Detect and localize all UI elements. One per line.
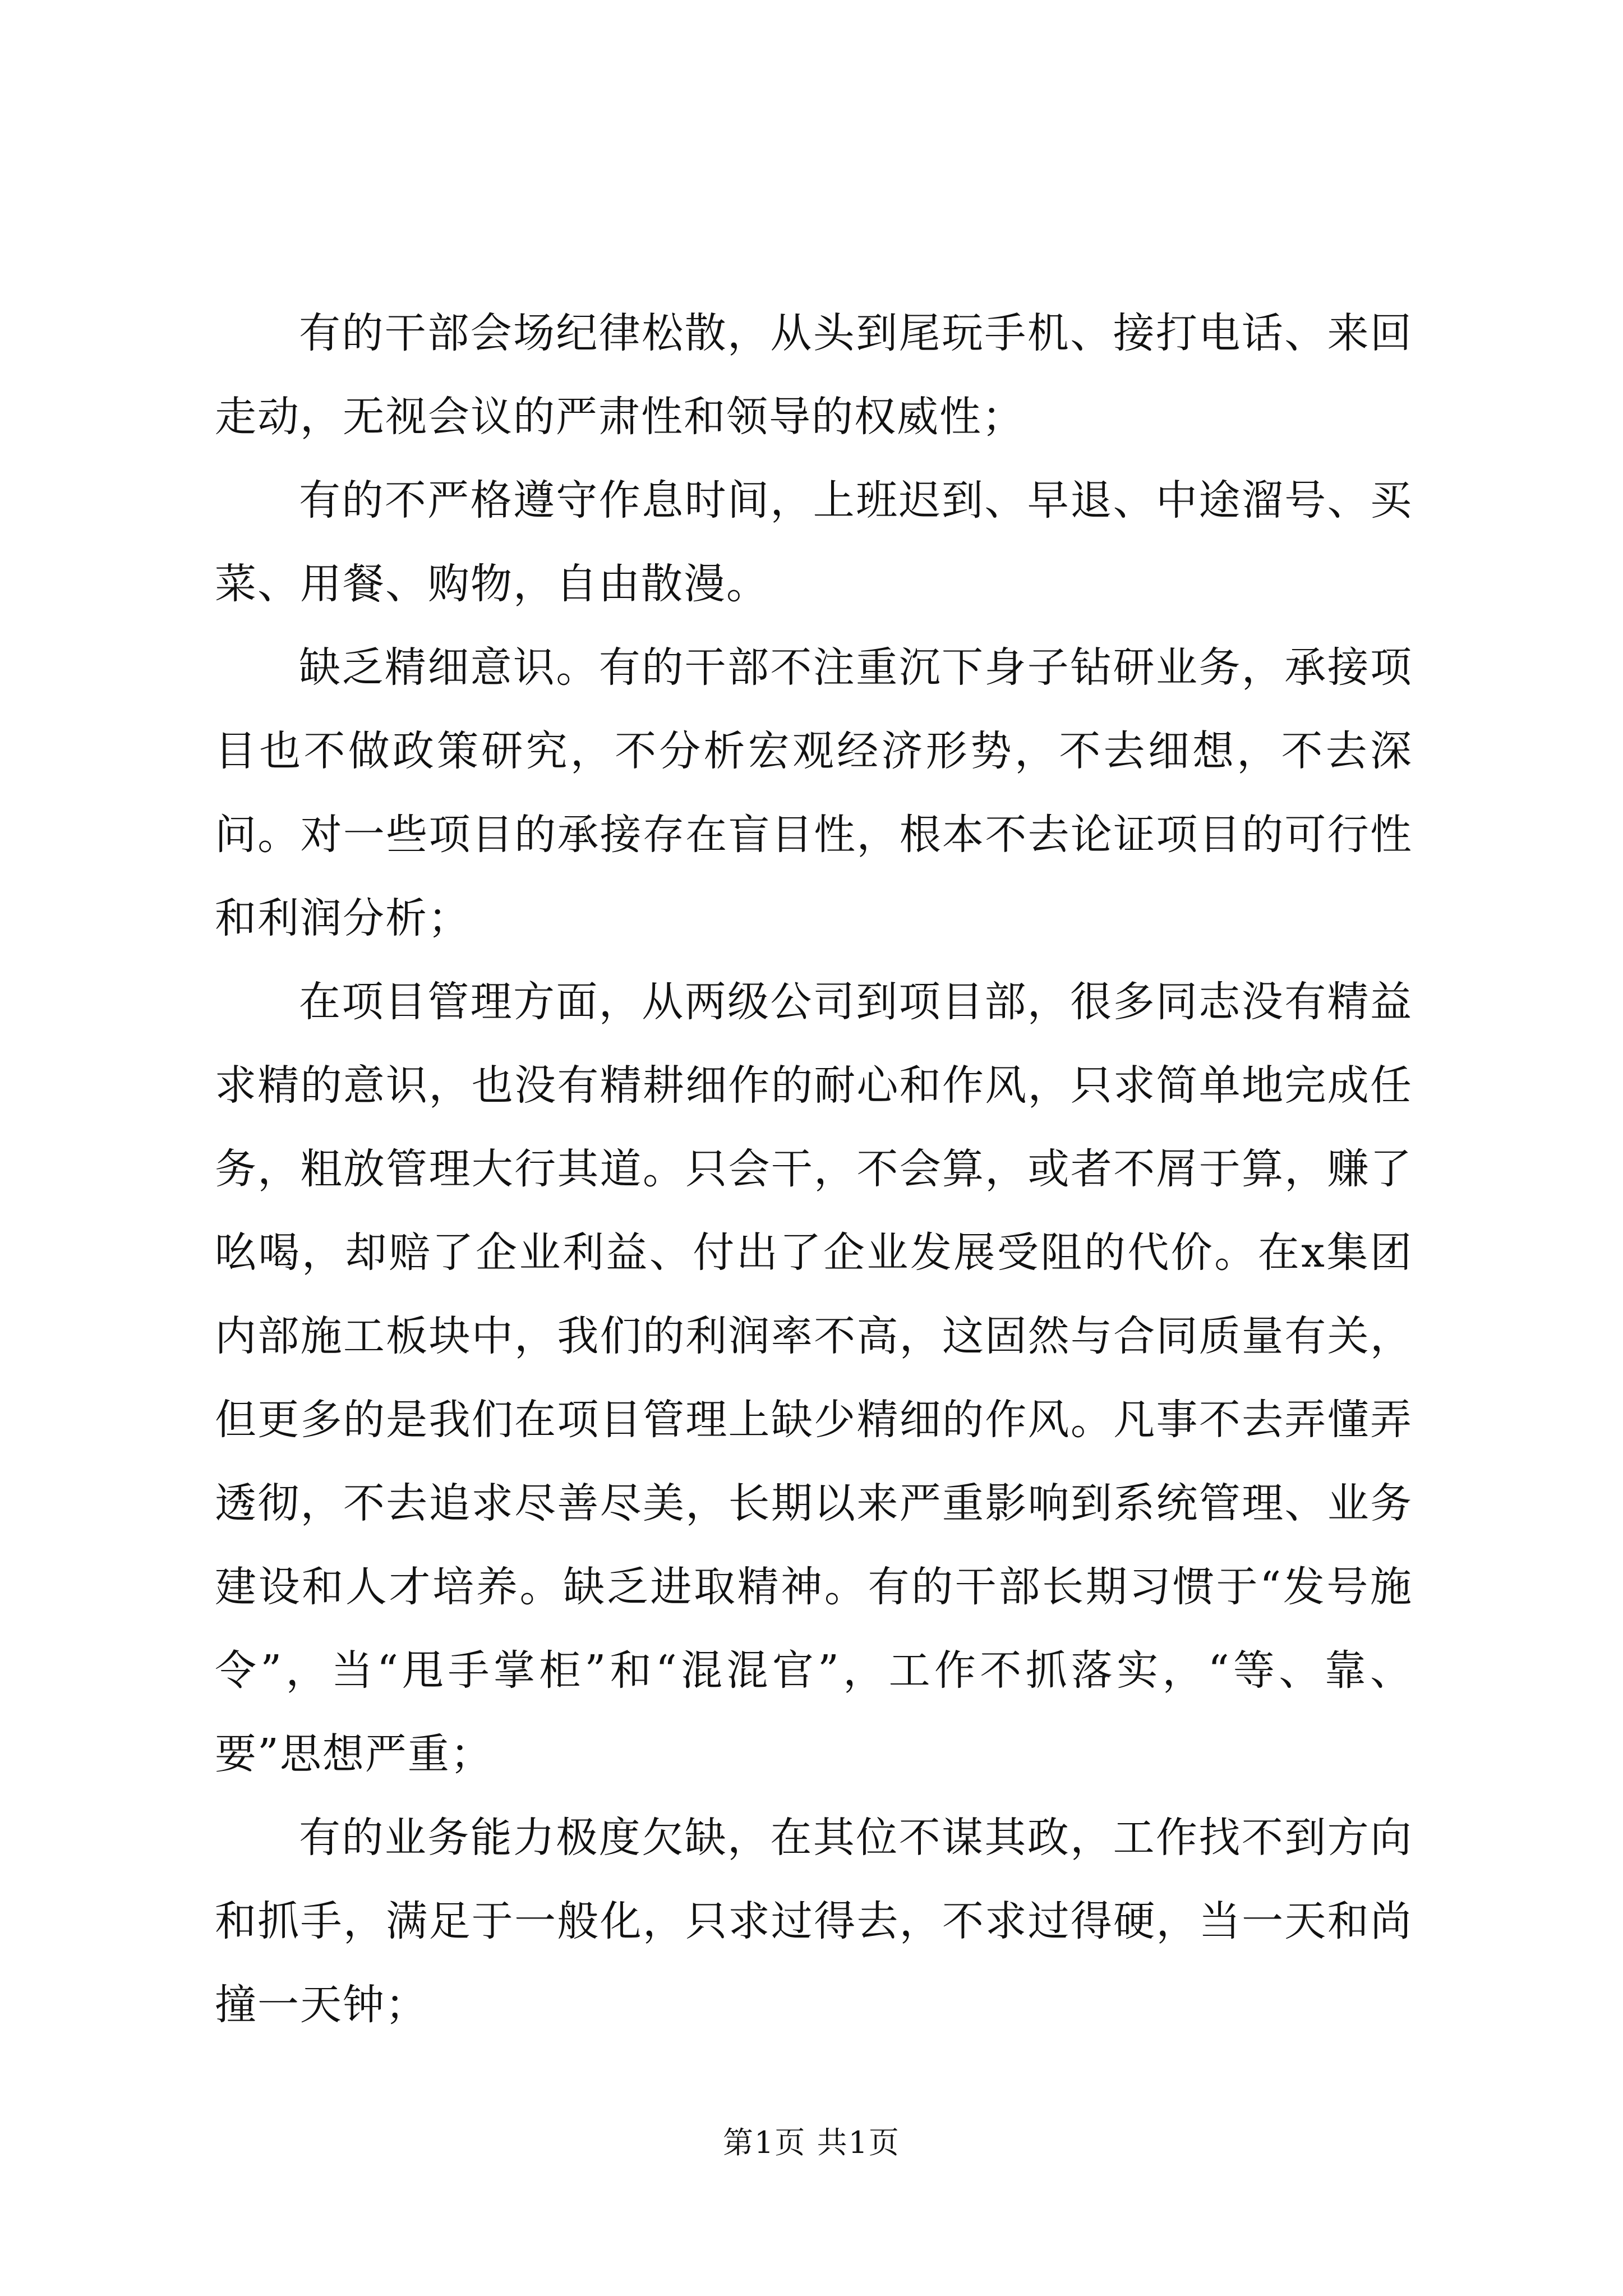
paragraph-precision: 缺乏精细意识。有的干部不注重沉下身子钻研业务，承接项目也不做政策研究，不分析宏观经济形势，不去细想，不去深问。对一些项目的承接存在盲目性，根本不去论证项目的可行性和利润分析； — [215, 643, 1413, 942]
paragraph-project-management: 在项目管理方面，从两级公司到项目部，很多同志没有精益求精的意识，也没有精耕细作的耐心和作风，只求简单地完成任务，粗放管理大行其道。只会干，不会算，或者不屑于算，赚了吆喝，却赔了企业利益、付出了企业发展受阻的代价。在x集团内部施工板块中，我们的利润率不高，这固然与合同质量有关，但更多的是我们在项目管理上缺少精细的作风。凡事不去弄懂弄透彻，不去追求尽善尽美，长期以来严重影响到系统管理、业务建设和人才培养。缺乏进取精神。有的干部长期习惯于“发号施令”，当“甩手掌柜”和“混混官”，工作不抓落实，“等、靠、要”思想严重； — [215, 978, 1413, 1778]
paragraph-ability: 有的业务能力极度欠缺，在其位不谋其政，工作找不到方向和抓手，满足于一般化，只求过得去，不求过得硬，当一天和尚撞一天钟； — [215, 1814, 1413, 2029]
paragraph-work-hours: 有的不严格遵守作息时间，上班迟到、早退、中途溜号、买菜、用餐、购物，自由散漫。 — [215, 476, 1413, 608]
paragraph-discipline: 有的干部会场纪律松散，从头到尾玩手机、接打电话、来回走动，无视会议的严肃性和领导的权威性； — [215, 309, 1413, 441]
document-body — [215, 292, 1413, 2047]
page-number-footer: 第1页 共1页 — [723, 2125, 900, 2160]
